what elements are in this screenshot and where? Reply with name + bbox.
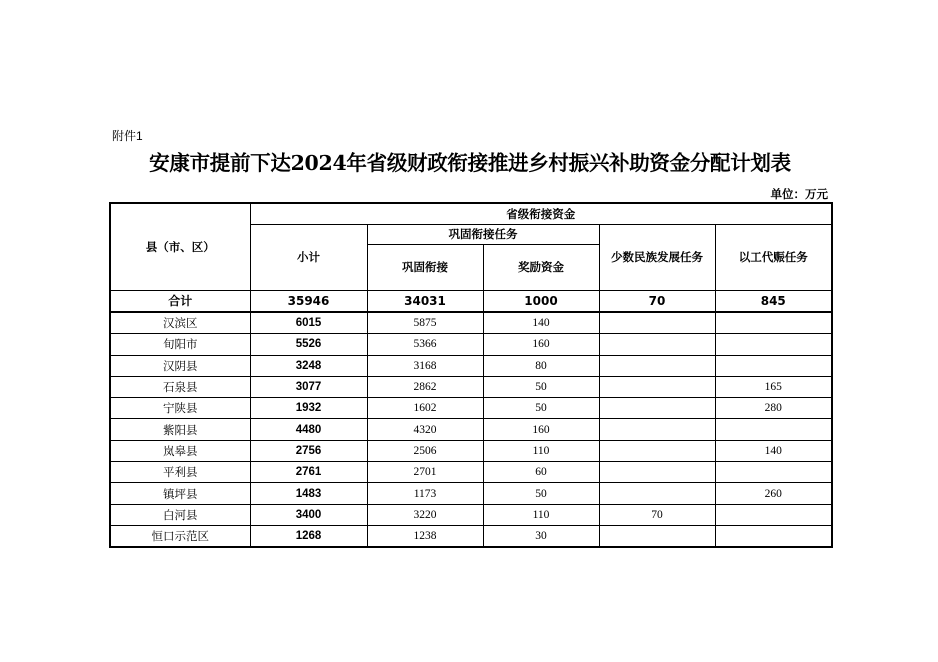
subtotal-cell: 4480: [250, 419, 367, 440]
table-row: [110, 398, 832, 419]
subtotal-cell: 6015: [250, 312, 367, 334]
consolidation-cell: 3220: [367, 504, 483, 525]
consolidation-cell: 2701: [367, 462, 483, 483]
minority-cell: [599, 462, 715, 483]
reward-cell: 110: [483, 440, 599, 461]
work-relief-cell: [715, 504, 832, 525]
county-cell: 汉阴县: [110, 355, 250, 376]
unit-label: 单位：万元: [770, 187, 828, 201]
minority-cell: [599, 483, 715, 504]
minority-cell: [599, 334, 715, 355]
county-cell: 汉滨区: [110, 312, 250, 334]
consolidation-cell: 4320: [367, 419, 483, 440]
reward-cell: 160: [483, 419, 599, 440]
header-reward-fund: 奖励资金: [483, 244, 599, 290]
subtotal-cell: 2761: [250, 462, 367, 483]
consolidation-cell: 5875: [367, 312, 483, 334]
work-relief-cell: 165: [715, 376, 832, 397]
subtotal-cell: 3077: [250, 376, 367, 397]
county-cell: 紫阳县: [110, 419, 250, 440]
total-reward: 1000: [483, 290, 599, 312]
work-relief-cell: [715, 462, 832, 483]
consolidation-cell: 3168: [367, 355, 483, 376]
table-row: [110, 525, 832, 547]
reward-cell: 50: [483, 398, 599, 419]
work-relief-cell: [715, 419, 832, 440]
subtotal-cell: 3248: [250, 355, 367, 376]
header-county: 县（市、区）: [110, 203, 250, 290]
county-cell: 石泉县: [110, 376, 250, 397]
table-row: [110, 334, 832, 355]
header-minority-task: 少数民族发展任务: [599, 224, 715, 290]
consolidation-cell: 5366: [367, 334, 483, 355]
allocation-table: [109, 202, 833, 548]
subtotal-cell: 1268: [250, 525, 367, 547]
reward-cell: 60: [483, 462, 599, 483]
subtotal-cell: 2756: [250, 440, 367, 461]
county-cell: 旬阳市: [110, 334, 250, 355]
consolidation-cell: 1238: [367, 525, 483, 547]
table-row: [110, 462, 832, 483]
table-row: [110, 504, 832, 525]
minority-cell: [599, 376, 715, 397]
county-cell: 岚皋县: [110, 440, 250, 461]
minority-cell: 70: [599, 504, 715, 525]
work-relief-cell: 140: [715, 440, 832, 461]
table-row: [110, 483, 832, 504]
work-relief-cell: 280: [715, 398, 832, 419]
header-provincial-fund: 省级衔接资金: [250, 203, 832, 224]
consolidation-cell: 1602: [367, 398, 483, 419]
subtotal-cell: 1932: [250, 398, 367, 419]
work-relief-cell: [715, 355, 832, 376]
work-relief-cell: [715, 525, 832, 547]
minority-cell: [599, 440, 715, 461]
total-minority: 70: [599, 290, 715, 312]
page-title: 安康市提前下达2024年省级财政衔接推进乡村振兴补助资金分配计划表: [149, 151, 791, 175]
header-row-1: [110, 203, 832, 224]
header-work-relief-task: 以工代赈任务: [715, 224, 832, 290]
work-relief-cell: 260: [715, 483, 832, 504]
subtotal-cell: 3400: [250, 504, 367, 525]
total-row: [110, 290, 832, 312]
county-cell: 平利县: [110, 462, 250, 483]
consolidation-cell: 2862: [367, 376, 483, 397]
consolidation-cell: 2506: [367, 440, 483, 461]
total-consolidation: 34031: [367, 290, 483, 312]
minority-cell: [599, 398, 715, 419]
table-row: [110, 312, 832, 334]
reward-cell: 110: [483, 504, 599, 525]
minority-cell: [599, 355, 715, 376]
county-cell: 宁陕县: [110, 398, 250, 419]
county-cell: 镇坪县: [110, 483, 250, 504]
reward-cell: 160: [483, 334, 599, 355]
table-row: [110, 355, 832, 376]
county-cell: 恒口示范区: [110, 525, 250, 547]
reward-cell: 140: [483, 312, 599, 334]
reward-cell: 50: [483, 376, 599, 397]
subtotal-cell: 1483: [250, 483, 367, 504]
table-row: [110, 419, 832, 440]
allocation-table-body: [110, 203, 832, 547]
reward-cell: 50: [483, 483, 599, 504]
work-relief-cell: [715, 334, 832, 355]
total-work-relief: 845: [715, 290, 832, 312]
consolidation-cell: 1173: [367, 483, 483, 504]
header-subtotal: 小计: [250, 224, 367, 290]
reward-cell: 30: [483, 525, 599, 547]
total-subtotal: 35946: [250, 290, 367, 312]
attachment-label: 附件1: [112, 129, 143, 143]
header-consolidation: 巩固衔接: [367, 244, 483, 290]
header-consolidation-task: 巩固衔接任务: [367, 224, 599, 244]
table-row: [110, 376, 832, 397]
subtotal-cell: 5526: [250, 334, 367, 355]
minority-cell: [599, 525, 715, 547]
table-row: [110, 440, 832, 461]
county-cell: 白河县: [110, 504, 250, 525]
minority-cell: [599, 419, 715, 440]
work-relief-cell: [715, 312, 832, 334]
minority-cell: [599, 312, 715, 334]
total-label: 合计: [110, 290, 250, 312]
reward-cell: 80: [483, 355, 599, 376]
